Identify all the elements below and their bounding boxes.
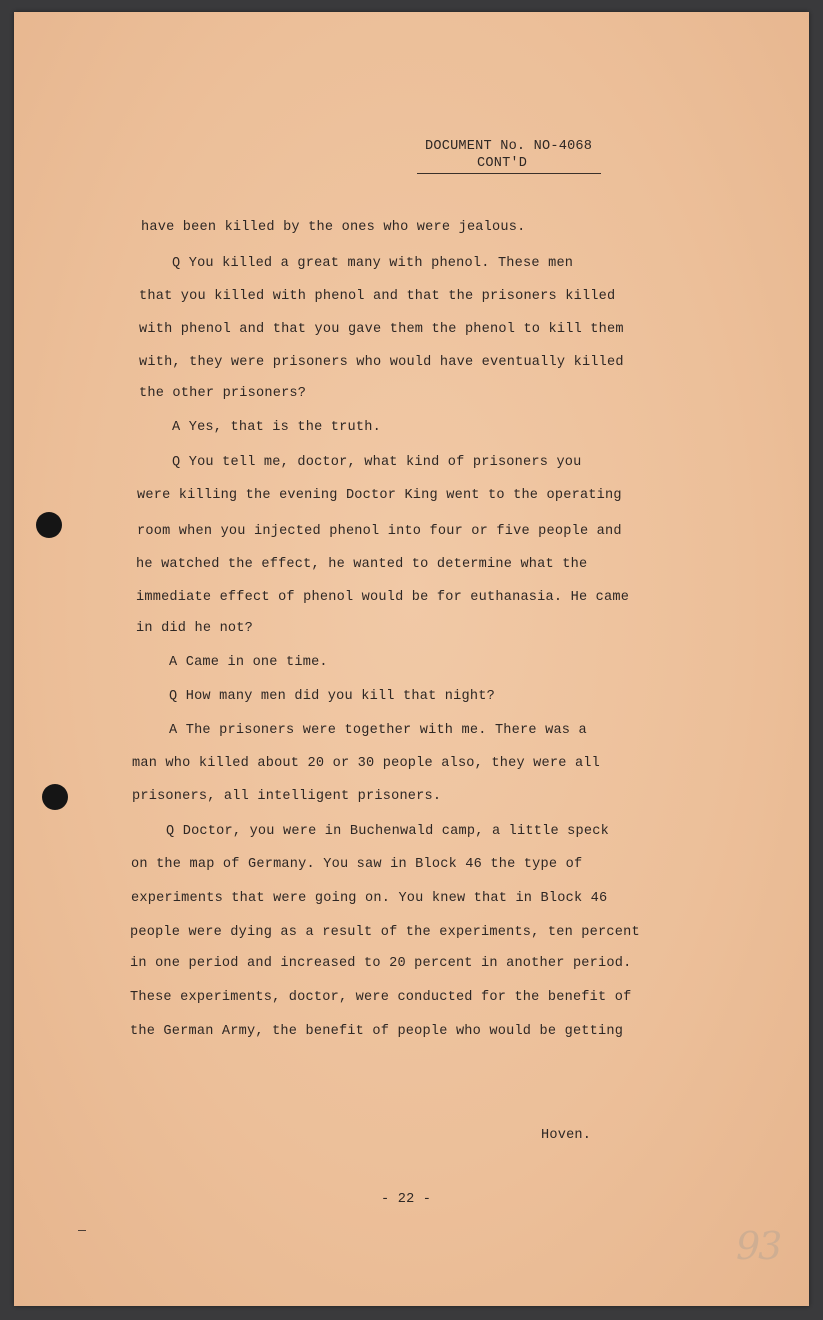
body-line: he watched the effect, he wanted to determine what the [136, 557, 588, 572]
body-line: that you killed with phenol and that the prisoners killed [139, 289, 616, 304]
body-line: These experiments, doctor, were conducted for the benefit of [130, 990, 632, 1005]
body-line: the German Army, the benefit of people who would be getting [130, 1024, 624, 1039]
body-line: Q Doctor, you were in Buchenwald camp, a little speck [166, 824, 609, 839]
body-line: man who killed about 20 or 30 people also, they were all [132, 756, 601, 771]
pencil-annotation: 93 [736, 1224, 781, 1268]
body-line: were killing the evening Doctor King went to the operating [137, 488, 622, 503]
body-line: immediate effect of phenol would be for euthanasia. He came [136, 590, 630, 605]
body-line: have been killed by the ones who were jealous. [141, 220, 526, 235]
body-line: in did he not? [136, 621, 254, 636]
page-number: - 22 - [381, 1192, 432, 1207]
body-line: with, they were prisoners who would have eventually killed [139, 355, 624, 370]
signature: Hoven. [541, 1128, 592, 1143]
body-line: with phenol and that you gave them the phenol to kill them [139, 322, 624, 337]
body-line: Q You tell me, doctor, what kind of prisoners you [172, 455, 582, 470]
margin-mark [78, 1230, 86, 1231]
body-line: A Came in one time. [169, 655, 328, 670]
punch-hole [36, 512, 62, 538]
body-line: the other prisoners? [139, 386, 307, 401]
document-number: DOCUMENT No. NO-4068 [425, 139, 593, 154]
body-line: A Yes, that is the truth. [172, 420, 381, 435]
body-line: A The prisoners were together with me. There was a [169, 723, 587, 738]
body-line: on the map of Germany. You saw in Block 46 the type of [131, 857, 583, 872]
body-line: in one period and increased to 20 percent in another period. [130, 956, 632, 971]
header-underline [417, 173, 601, 174]
continued-label: CONT'D [477, 156, 528, 171]
body-line: Q How many men did you kill that night? [169, 689, 495, 704]
document-page [14, 12, 809, 1306]
body-line: Q You killed a great many with phenol. These men [172, 256, 574, 271]
body-line: experiments that were going on. You knew that in Block 46 [131, 891, 608, 906]
punch-hole [42, 784, 68, 810]
body-line: room when you injected phenol into four or five people and [137, 524, 622, 539]
body-line: people were dying as a result of the experiments, ten percent [130, 925, 640, 940]
body-line: prisoners, all intelligent prisoners. [132, 789, 442, 804]
